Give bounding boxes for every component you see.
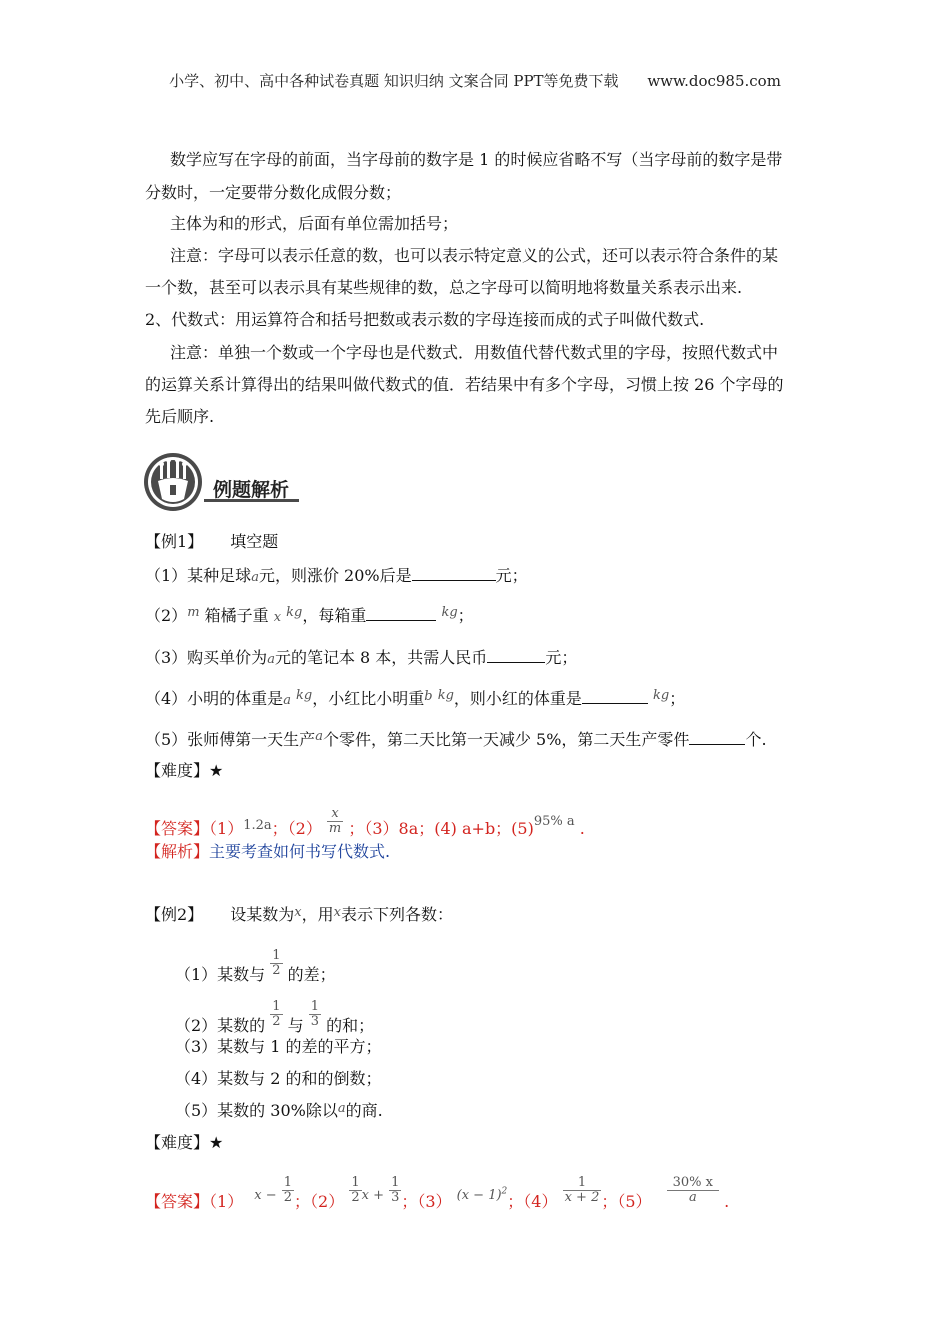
math-a: a (283, 693, 291, 708)
ex2-q1-text-a: （1）某数与 (175, 965, 266, 984)
fraction-denominator: 3 (310, 1014, 320, 1029)
ex1-analysis-text: 主要考查如何书写代数式. (209, 842, 391, 861)
ex2-answer-2-expr: x + (361, 1188, 384, 1203)
math-x: x (273, 610, 282, 625)
math-kg: kg (286, 605, 303, 620)
ex1-q1-text-c: 元； (495, 566, 528, 585)
fraction-numerator: 1 (272, 999, 281, 1014)
intro-p1-line1: 数学应写在字母的前面，当字母前的数字是 1 的时候应省略不写（当字母前的数字是带 (170, 150, 783, 169)
ex2-q2-text-a: （2）某数的 (175, 1016, 266, 1035)
ex2-answer-1-expr: x − (254, 1188, 277, 1203)
ex2-q1 (175, 948, 336, 990)
ex2-q2-text-c: 的和； (326, 1016, 375, 1035)
fraction-numerator: 1 (391, 1175, 400, 1190)
ex1-difficulty (145, 763, 223, 779)
math-m: m (187, 605, 200, 620)
ex2-difficulty-label: 【难度】 (145, 1133, 210, 1152)
header-url: www.doc985.com (647, 72, 781, 90)
ex1-analysis-label: 【解析】 (145, 842, 210, 861)
ex2-q2-text-b: 与 (287, 1016, 304, 1035)
ex1-q1-blank (412, 566, 496, 581)
ex2-q2-fraction-third (309, 1000, 321, 1029)
ex1-q5-text-a: （5）张师傅第一天生产 (145, 730, 316, 749)
math-a: a (251, 570, 259, 585)
ex1-answer-2-fraction (327, 807, 343, 836)
intro-p2: 主体为和的形式，后面有单位需加括号； (170, 214, 459, 233)
intro-p3-line1: 注意：字母可以表示任意的数，也可以表示特定意义的公式，还可以表示符合条件的某 (170, 246, 779, 265)
ex1-q2-text-d: ； (457, 606, 474, 625)
star-icon: ★ (209, 1133, 224, 1152)
ex1-difficulty-label: 【难度】 (145, 761, 210, 780)
ex1-q5-text-b: 个零件，第二天比第一天减少 5%，第二天生产零件 (322, 730, 690, 749)
fraction-denominator: 2 (351, 1190, 360, 1205)
section-title: 例题解析 (213, 479, 290, 501)
ex1-answer-1: （1） (209, 819, 244, 838)
page-header (0, 70, 950, 91)
fraction-denominator: x + 2 (564, 1190, 600, 1205)
ex2-answer-1: （1） (209, 1192, 244, 1211)
fraction-numerator: x (331, 806, 339, 821)
ex2-q3: （3）某数与 1 的差的平方； (175, 1037, 382, 1056)
ex1-analysis (145, 844, 390, 860)
math-x: x (294, 905, 302, 920)
ex1-answer (145, 806, 585, 844)
math-b: b (424, 689, 433, 704)
ex2-answer-2-fraction-b (389, 1176, 401, 1205)
ex2-answer-4: （4） (523, 1192, 558, 1211)
ex2-q4: （4）某数与 2 的和的倒数； (175, 1069, 382, 1088)
ex1-q2-blank (366, 606, 436, 621)
ex2-answer-2: （2） (310, 1192, 345, 1211)
fraction-denominator: 2 (272, 963, 281, 978)
ex2-answer-2-fraction-a (349, 1176, 361, 1205)
intro-p1-line2: 分数时，一定要带分数化成假分数； (145, 183, 402, 202)
star-icon: ★ (209, 761, 224, 780)
ex1-q4-text-c: ，则小红的体重是 (453, 689, 582, 708)
fraction-numerator: 1 (577, 1175, 587, 1190)
ex2-title-b: ，用 (301, 905, 334, 924)
separator: ； (601, 1192, 618, 1211)
math-kg: kg (441, 605, 458, 620)
ex2-q5 (175, 1103, 383, 1121)
ex1-answer-5-math: 95% a (533, 814, 575, 829)
ex2-answer-3-expr (457, 1188, 508, 1203)
ex1-q3-blank (487, 648, 545, 663)
ex2-q2-fraction-half (270, 1000, 282, 1029)
math-kg: kg (296, 688, 313, 703)
separator: ； (294, 1192, 311, 1211)
separator: ； (507, 1192, 524, 1211)
separator: ； (401, 1192, 418, 1211)
intro-p4: 2、代数式：用运算符合和括号把数或表示数的字母连接而成的式子叫做代数式. (145, 310, 705, 329)
fraction-denominator: 2 (272, 1014, 281, 1029)
math-a: a (315, 729, 323, 744)
intro-p5-line2: 的运算关系计算得出的结果叫做代数式的值．若结果中有多个字母，习惯上按 26 个字母的 (145, 375, 784, 394)
fraction-numerator: 1 (283, 1175, 293, 1190)
ex1-q4-text-b: ，小红比小明重 (312, 689, 425, 708)
math-a: a (337, 1101, 346, 1116)
ex1-label: 【例1】 (145, 532, 204, 551)
ex2-answer-5-fraction (667, 1176, 719, 1205)
ex1-q4-text-d: ； (669, 689, 686, 708)
math-x: x (333, 905, 341, 920)
ex2-answer-end: . (724, 1192, 730, 1211)
ex1-title: 填空题 (230, 532, 279, 551)
ex2-answer (145, 1175, 730, 1217)
ex2-answer-4-fraction (563, 1176, 602, 1205)
math-kg: kg (653, 688, 670, 703)
ex1-answer-1-math: 1.2a (243, 818, 272, 833)
ex1-q3-text-b: 元的笔记本 8 本，共需人民币 (274, 648, 488, 667)
ex2-answer-5: （5） (617, 1192, 652, 1211)
ex2-answer-1-fraction (282, 1176, 294, 1205)
ex1-answer-end: . (579, 819, 585, 838)
ex2-heading (145, 907, 453, 925)
intro-p3-line2: 一个数，甚至可以表示具有某些规律的数，总之字母可以简明地将数量关系表示出来. (145, 278, 743, 297)
fraction-denominator: 3 (391, 1190, 400, 1205)
ex1-q4-text-a: （4）小明的体重是 (145, 689, 284, 708)
ex1-q3-text-c: 元； (545, 648, 578, 667)
ex1-q1 (145, 566, 528, 586)
ex2-label: 【例2】 (145, 905, 204, 924)
math-kg: kg (437, 688, 454, 703)
ex2-answer-3: （3） (417, 1192, 452, 1211)
ex1-q2-text-b: 箱橘子重 (204, 606, 269, 625)
ex2-title-c: 表示下列各数： (341, 905, 454, 924)
ex2-answer-label: 【答案】 (145, 1192, 210, 1211)
ex2-q1-text-b: 的差； (287, 965, 336, 984)
ex1-q5-text-c: 个. (745, 730, 767, 749)
fraction-denominator: a (667, 1190, 719, 1205)
ex1-q3 (145, 648, 577, 668)
fraction-denominator: 2 (283, 1190, 293, 1205)
ex1-q1-text-b: 元，则涨价 20%后是 (258, 566, 412, 585)
ex2-difficulty (145, 1135, 223, 1151)
intro-p5-line3: 先后顺序. (145, 407, 215, 426)
section-banner (140, 447, 310, 517)
ex2-answer-3-base: (x − 1) (456, 1188, 502, 1203)
fraction-numerator: 1 (310, 999, 320, 1014)
ex2-answer-3-exponent: 2 (501, 1186, 508, 1197)
fraction-denominator: m (328, 821, 342, 836)
header-left-text: 小学、初中、高中各种试卷真题 知识归纳 文案合同 PPT等免费下载 (169, 72, 619, 90)
ex1-q5-blank (689, 730, 745, 745)
ex2-q1-fraction (270, 949, 282, 978)
ex2-q5-text-a: （5）某数的 30%除以 (175, 1101, 338, 1120)
ex1-q1-text-a: （1）某种足球 (145, 566, 252, 585)
ex1-q4-blank (582, 689, 648, 704)
fraction-numerator: 1 (351, 1175, 360, 1190)
ex2-q5-text-b: 的商. (345, 1101, 383, 1120)
ex1-q4 (145, 689, 685, 709)
math-a: a (267, 652, 275, 667)
ex1-q2-text-c: ，每箱重 (302, 606, 367, 625)
ex2-title-a: 设某数为 (230, 905, 295, 924)
ex1-q2-text-a: （2） (145, 606, 188, 625)
ex1-q5 (145, 730, 767, 750)
fraction-numerator: 30% x (672, 1175, 713, 1190)
ex1-answer-label: 【答案】 (145, 819, 210, 838)
ex1-q3-text-a: （3）购买单价为 (145, 648, 268, 667)
ex1-answer-3-5: ；（3）8a；(4) a+b；(5) (348, 819, 534, 838)
ex1-answer-2: ；（2） (271, 819, 322, 838)
ex1-q2 (145, 606, 474, 626)
intro-p5-line1: 注意：单独一个数或一个字母也是代数式．用数值代替代数式里的字母，按照代数式中 (170, 343, 779, 362)
ex1-heading (145, 534, 278, 550)
fraction-numerator: 1 (272, 948, 281, 963)
